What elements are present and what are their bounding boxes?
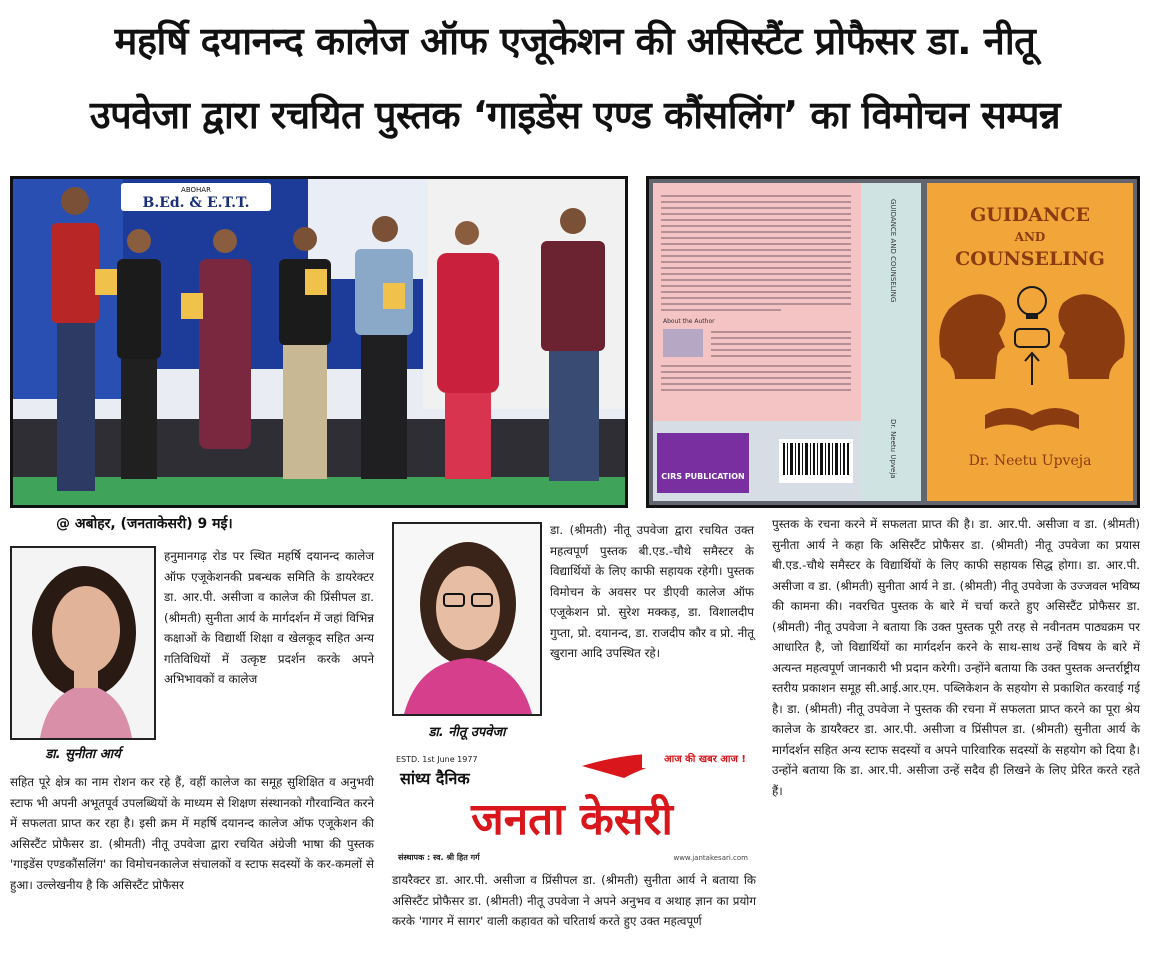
neetu-upveja-photo [394,524,540,714]
publisher-logo [657,433,749,493]
portrait-sunita-arya [10,546,156,740]
person-7 [541,208,605,481]
caption-neetu-upveja: डा. नीतू उपवेजा [428,725,506,740]
person-3 [199,229,251,449]
portrait-neetu-upveja [392,522,542,716]
masthead-graphic [392,748,754,866]
masthead-tagline: आज की खबर आज ! [663,754,746,765]
headline-line-1: महर्षि दयानन्द कालेज ऑफ एजूकेशन की असिस्टैंट प्रोफैसर डा. नीतू [114,19,1036,63]
barcode [779,439,853,483]
group-photo-illustration [13,179,625,505]
sunita-arya-photo [12,548,154,738]
person-6 [437,221,499,479]
banner-text: B.Ed. & E.T.T. [142,195,250,211]
article-column-3: पुस्तक के रचना करने में सफलता प्राप्त की है। डा. आर.पी. असीजा व डा. (श्रीमती) सुनीता आर्य ने कहा कि असिस्टैंट प्रोफैसर डा. (श्रीमती) नीतू उपवेजा का प्रयास बी.एड.-चौथे समैस्टर के विद्यार्थियों के लिए काफी सहायक सिद्ध होगा। डा. आर.पी. असीजा व डा. (श्रीमती) सुनीता आर्य ने डा. (श्रीमती) नीतू उपवेजा के उज्जवल भविष्य की कामना की। नवरचित पुस्तक के बारे में चर्चा करते हुए असिस्टैंट प्रोफैसर डा. (श्रीमती) नीतू उपवेजा ने बताया कि उक्त पुस्तक पूरी तरह से नवीनतम पाठ्यक्रम पर आधारित है, जो विद्यार्थियों का मार्गदर्शन करने के साथ-साथ उन्हें विषय के बारे में अत्यन्त महत्वपूर्ण जानकारी भी प्रदान करेगी। उन्होंने बताया कि उक्त पुस्तक अन्तर्राष्ट्रीय स्तरीय प्रकाशन समूह सी.आई.आर.एम. पब्लिकेशन के सहयोग से प्रकाशित करवाई गई है। डा. (श्रीमती) नीतू उपवेजा ने पुस्तक की रचना में सफलता प्राप्त करने का पूरा श्रेय कालेज के डायरैक्टर डा. आर.पी. असीजा व प्रिंसीपल डा. (श्रीमती) सुनीता आर्य के मार्गदर्शन सहित अन्य स्टाफ सदस्यों व अपने पारिवारिक सदस्यों के सहयोग को दिया है। उन्होंने बताया कि डा. आर.पी. असीजा उन्हें सदैव ही लिखने के लिए प्रेरित करते रहते हैं। [772,517,1140,798]
author-thumbnail [663,329,703,357]
headline-line-2: उपवेजा द्वारा रचयित पुस्तक ‘गाइडेंस एण्ड कौंसलिंग’ का विमोचन सम्पन्न [89,93,1061,137]
book-title-line-2: AND [1014,230,1046,244]
spine-author: Dr. Neetu Upveja [889,419,897,479]
person-1 [51,187,99,491]
book-cover-illustration [649,179,1137,505]
article-column-1-bottom: सहित पूरे क्षेत्र का नाम रोशन कर रहे हैं, वहीं कालेज का समूह सुशिक्षित व अनुभवी स्टाफ भी अपनी अभूतपूर्व उपलब्धियों के माध्यम से शिक्षण संस्थानको गौरवान्वित करने में सफलता प्राप्त कर रहा है। इसी क्रम में महर्षि दयानन्द कालेज ऑफ एजूकेशन की असिस्टैंट प्रोफैसर डा. (श्रीमती) नीतू उपवेजा द्वारा रचयित अंग्रेजी भाषा की पुस्तक 'गाइडेंस एण्डकौंसलिंग' का विमोचनकालेज संचालकों व स्टाफ सदस्यों के कर-कमलों से हुआ। उल्लेखनीय है कि असिस्टैंट प्रोफैसर [10,775,374,892]
masthead-web: www.jantakesari.com [673,854,748,862]
book-title-line-1: GUIDANCE [970,204,1090,226]
spine-title: GUIDANCE AND COUNSELING [889,199,897,303]
caption-sunita-arya: डा. सुनीता आर्य [45,747,121,762]
book-launch-group-photo [10,176,628,508]
article-column-2-bottom: डायरैक्टर डा. आर.पी. असीजा व प्रिंसीपल डा. (श्रीमती) सुनीता आर्य ने बताया कि असिस्टैंट प्रोफैसर डा. (श्रीमती) नीतू उपवेजा ने अपने अनुभव व अथाह ज्ञान का प्रयोग करके 'गागर में सागर' वाली कहावत को चरितार्थ करते हुए उक्त महत्वपूर्ण [392,873,756,928]
dateline: @ अबोहर, (जनताकेसरी) 9 मई। [56,516,233,532]
back-cover-heading: About the Author [663,318,715,325]
masthead-editor: संस्थापक : स्व. श्री हित गर्ग [398,853,480,862]
masthead-title: जनता केसरी [471,794,673,845]
article-column-1-top: हनुमानगढ़ रोड पर स्थित महर्षि दयानन्द कालेज ऑफ एजूकेशनकी प्रबन्धक समिति के डायरेक्टर डा. आर.पी. असीजा व कालेज की प्रिंसीपल डा. (श्रीमती) सुनीता आर्य के मार्गदर्शन में जहां विभिन्न कक्षाओं के विद्यार्थी शिक्षा व खेलकूद सहित अन्य गतिविधियों में उत्कृष्ट प्रदर्शन करके अपने अभिभावकों व कालेज [164,549,374,686]
person-5 [355,216,413,479]
book-author: Dr. Neetu Upveja [968,453,1092,469]
publisher-name: CIRS PUBLICATION [661,472,745,481]
banner-top-text: ABOHAR [181,186,211,194]
book-cover-photo [646,176,1140,508]
masthead-estd: ESTD. 1st June 1977 [396,755,478,764]
masthead-pretitle: सांध्य दैनिक [400,769,470,788]
person-4 [279,227,331,479]
jantakesari-masthead [392,748,754,866]
article-column-2-top: डा. (श्रीमती) नीतू उपवेजा द्वारा रचयित उक्त महत्वपूर्ण पुस्तक बी.एड.-चौथे समैस्टर के विद्यार्थियों के लिए काफी सहायक रहेगी। पुस्तक विमोचन के अवसर पर डीएवी कालेज ऑफ एजूकेशन प्रो. सुरेश मक्कड़, डा. विशालदीप गुप्ता, प्रो. दयानन्द, डा. राजदीप कौर व प्रो. नीतू खुराना आदि उपस्थित रहे। [550,523,754,660]
book-title-line-3: COUNSELING [955,248,1105,270]
person-2 [117,229,161,479]
